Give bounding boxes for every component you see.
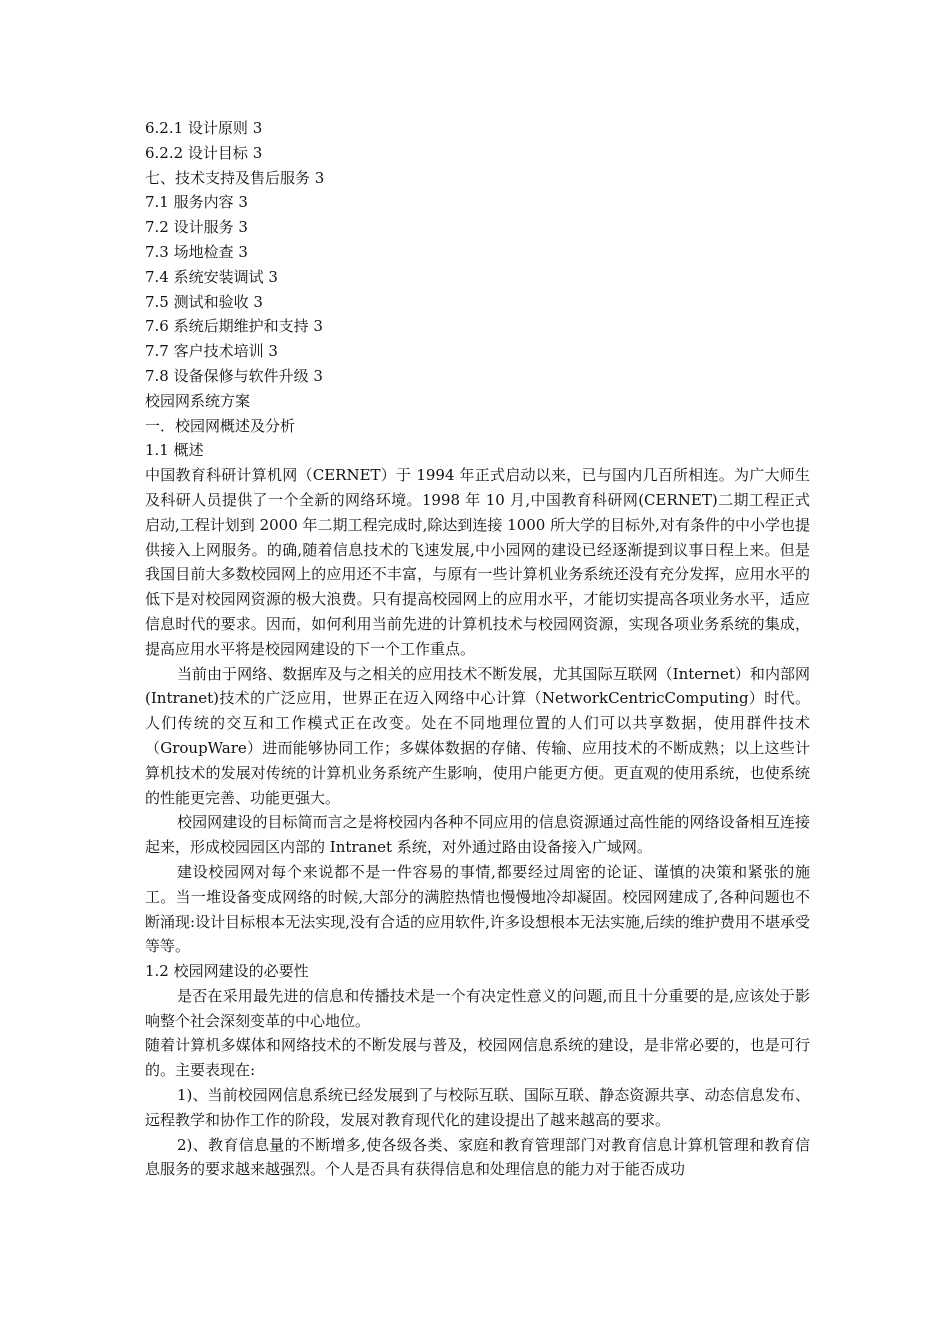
list-paragraph: 2)、教育信息量的不断增多,使各级各类、家庭和教育管理部门对教育信息计算机管理和教育信息服务的要求越来越强烈。个人是否具有获得信息和处理信息的能力对于能否成功 — [145, 1135, 810, 1179]
chapter-heading: 一．校园网概述及分析 — [145, 416, 296, 435]
paragraph: 随着计算机多媒体和网络技术的不断发展与普及，校园网信息系统的建设，是非常必要的，也是可行的。主要表现在: — [145, 1036, 810, 1080]
section-heading: 1.1 概述 — [145, 441, 204, 460]
toc-entry: 6.2.1 设计原则 3 — [145, 119, 263, 137]
toc-entry: 7.5 测试和验收 3 — [145, 292, 263, 311]
toc-entry: 七、技术支持及售后服务 3 — [145, 168, 325, 187]
toc-entry: 6.2.2 设计目标 3 — [145, 143, 263, 162]
section-heading: 1.2 校园网建设的必要性 — [145, 962, 309, 981]
paragraph: 是否在采用最先进的信息和传播技术是一个有决定性意义的问题,而且十分重要的是,应该处于影响整个社会深刻变革的中心地位。 — [145, 986, 810, 1030]
toc-entry: 7.2 设计服务 3 — [145, 218, 248, 237]
toc-entry: 7.3 场地检查 3 — [145, 242, 248, 261]
list-paragraph: 1)、当前校园网信息系统已经发展到了与校际互联、国际互联、静态资源共享、动态信息发布、远程教学和协作工作的阶段，发展对教育现代化的建设提出了越来越高的要求。 — [145, 1086, 810, 1129]
document-title: 校园网系统方案 — [145, 391, 251, 410]
paragraph: 建设校园网对每个来说都不是一件容易的事情,都要经过周密的论证、谨慎的决策和紧张的施工。当一堆设备变成网络的时候,大部分的满腔热情也慢慢地冷却凝固。校园网建成了,各种问题也不断涌现:设计目标根本无法实现,没有合适的应用软件,许多设想根本无法实施,后续的维护费用不堪承受等等。 — [145, 862, 810, 956]
toc-entry: 7.8 设备保修与软件升级 3 — [145, 366, 323, 385]
toc-entry: 7.7 客户技术培训 3 — [145, 342, 278, 361]
toc-entry: 7.4 系统安装调试 3 — [145, 267, 278, 286]
paragraph: 校园网建设的目标简而言之是将校园内各种不同应用的信息资源通过高性能的网络设备相互连接起来，形成校园园区内部的 Intranet 系统，对外通过路由设备接入广域网。 — [145, 813, 810, 857]
paragraph: 中国教育科研计算机网（CERNET）于 1994 年正式启动以来，已与国内几百所相连。为广大师生及科研人员提供了一个全新的网络环境。1998 年 10 月,中国教育科研网(CERNET)二期工程正式启动,工程计划到 2000 年二期工程完成时,除达到连接 1000 所大学的目标外,对有条件的中小学也提供接入上网服务。的确,随着信息技术的飞速发展,中小园网的建设已经逐渐提到议事日程上来。但是我国目前大多数校园网上的应用还不丰富，与原有一些计算机业务系统还没有充分发挥，应用水平的低下是对校园网资源的极大浪费。只有提高校园网上的应用水平，才能切实提高各项业务水平，适应信息时代的要求。因而，如何利用当前先进的计算机技术与校园网资源，实现各项业务系统的集成，提高应用水平将是校园网建设的下一个工作重点。 — [145, 466, 810, 658]
document-page — [145, 116, 810, 1182]
toc-entry: 7.1 服务内容 3 — [145, 193, 248, 212]
paragraph: 当前由于网络、数据库及与之相关的应用技术不断发展，尤其国际互联网（Internet）和内部网(Intranet)技术的广泛应用，世界正在迈入网络中心计算（NetworkCentricComputing）时代。人们传统的交互和工作模式正在改变。处在不同地理位置的人们可以共享数据，使用群件技术（GroupWare）进而能够协同工作；多媒体数据的存储、传输、应用技术的不断成熟；以上这些计算机技术的发展对传统的计算机业务系统产生影响，使用户能更方便。更直观的使用系统，也使系统的性能更完善、功能更强大。 — [145, 664, 810, 807]
toc-entry: 7.6 系统后期维护和支持 3 — [145, 317, 323, 336]
